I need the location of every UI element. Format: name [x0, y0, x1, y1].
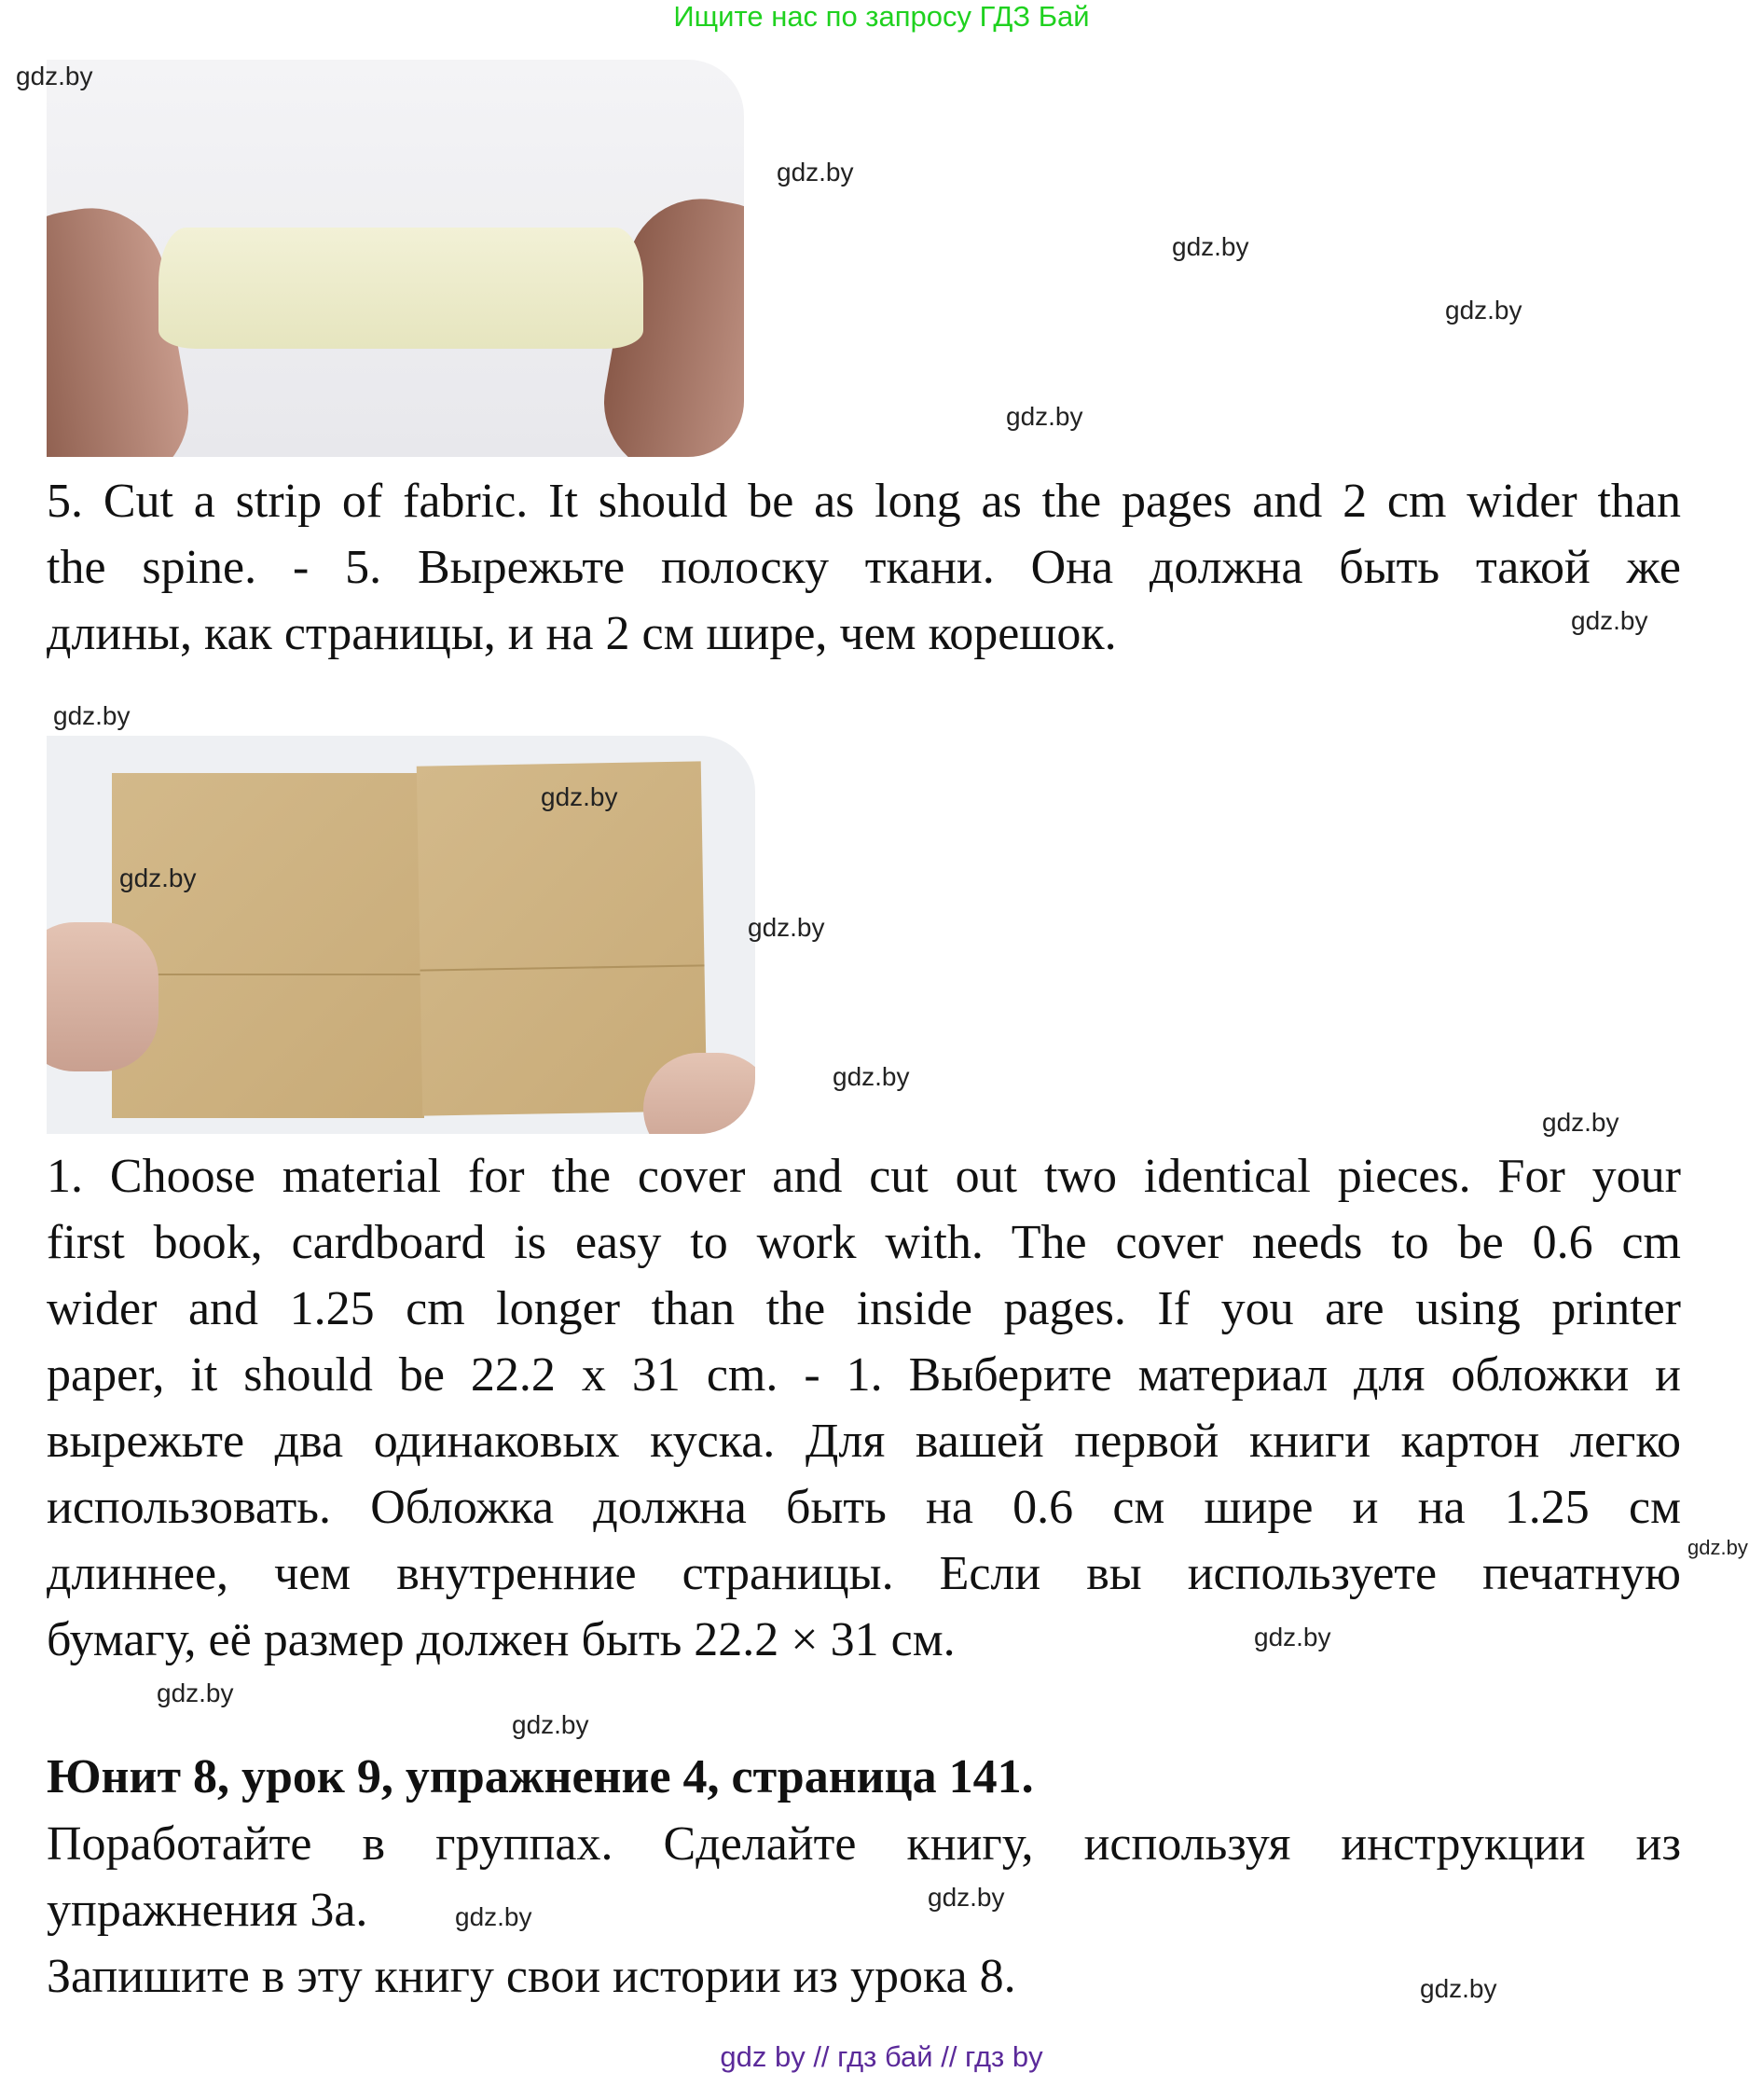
watermark: gdz.by: [1445, 296, 1522, 325]
watermark: gdz.by: [53, 701, 131, 730]
watermark: gdz.by: [16, 62, 93, 90]
cardboard-piece-left: [112, 773, 424, 1118]
watermark: gdz.by: [119, 863, 197, 892]
text-line: использовать. Обложка должна быть на 0.6 см шире и на 1.25 см: [47, 1481, 1681, 1534]
watermark: gdz.by: [541, 782, 618, 811]
watermark: gdz.by: [512, 1710, 589, 1739]
watermark: gdz.by: [928, 1883, 1005, 1912]
footer-links[interactable]: gdz by // гдз бай // гдз by: [720, 2040, 1043, 2073]
text-line: длиннее, чем внутренние страницы. Если вы используете печатную: [47, 1547, 1681, 1600]
fabric-strip-photo: [47, 60, 744, 457]
watermark: gdz.by: [1542, 1108, 1619, 1137]
text-line: Поработайте в группах. Сделайте книгу, используя инструкции из: [47, 1817, 1681, 1871]
step-1-text: [47, 1143, 1681, 1673]
search-banner: Ищите нас по запросу ГДЗ Бай: [673, 0, 1090, 33]
watermark: gdz.by: [455, 1902, 532, 1931]
fabric-strip: [158, 228, 643, 349]
text-line: бумагу, её размер должен быть 22.2 × 31 см.: [47, 1613, 956, 1666]
text-line: paper, it should be 22.2 x 31 cm. - 1. Выберите материал для обложки и: [47, 1348, 1681, 1402]
watermark: gdz.by: [777, 158, 854, 187]
watermark: gdz.by: [1172, 232, 1249, 261]
cardboard-pieces-photo: [47, 736, 755, 1134]
exercise-heading: Юнит 8, урок 9, упражнение 4, страница 141.: [47, 1750, 1034, 1803]
watermark: gdz.by: [748, 913, 825, 942]
watermark: gdz.by: [1254, 1623, 1331, 1651]
watermark: gdz.by: [1006, 402, 1083, 431]
text-line: Запишите в эту книгу свои истории из урока 8.: [47, 1950, 1016, 2003]
cardboard-piece-right: [417, 761, 707, 1115]
text-line: 1. Choose material for the cover and cut out two identical pieces. For your: [47, 1150, 1681, 1203]
text-line: the spine. - 5. Вырежьте полоску ткани. Она должна быть такой же: [47, 541, 1681, 594]
watermark: gdz.by: [157, 1679, 234, 1707]
text-line: first book, cardboard is easy to work with. The cover needs to be 0.6 cm: [47, 1216, 1681, 1269]
text-line: wider and 1.25 cm longer than the inside pages. If you are using printer: [47, 1282, 1681, 1335]
watermark: gdz.by: [1420, 1974, 1497, 2003]
left-hand: [47, 922, 158, 1071]
watermark: gdz.by: [833, 1062, 910, 1091]
step-5-text: [47, 468, 1681, 667]
watermark: gdz.by: [1571, 606, 1648, 635]
text-line: упражнения 3а.: [47, 1884, 368, 1937]
watermark: gdz.by: [1687, 1536, 1748, 1559]
text-line: длины, как страницы, и на 2 см шире, чем корешок.: [47, 607, 1117, 660]
text-line: вырежьте два одинаковых куска. Для вашей первой книги картон легко: [47, 1415, 1681, 1468]
text-line: 5. Cut a strip of fabric. It should be as long as the pages and 2 cm wider than: [47, 475, 1681, 528]
